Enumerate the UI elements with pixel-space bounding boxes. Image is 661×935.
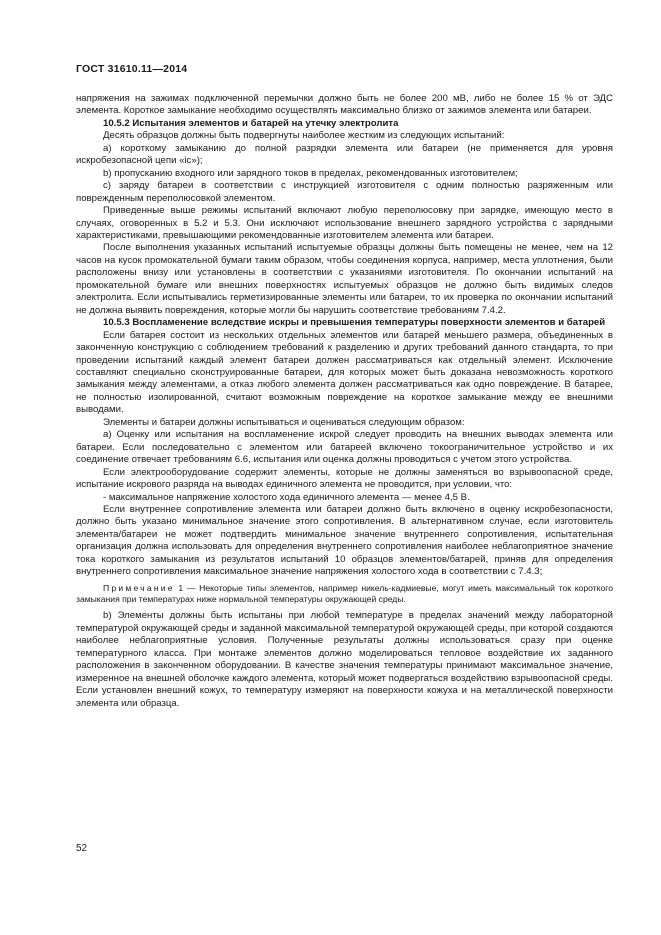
standard-header: ГОСТ 31610.11—2014 (76, 63, 188, 75)
paragraph: После выполнения указанных испытаний испытуемые образцы должны быть помещены не менее, чем на 12 часов на кусок промокательной бумаги таким образом, чтобы соединения корпуса, например, места уплотнения, были расположены внизу или установлены в соответствии с указаниями изготовителя. По окончании испытаний на промокательной бумаге или внешних поверхностях испытуемых образцов не должно быть видимых следов электролита. Если испытывались герметизированные элементы или батареи, то их проверка по окончании испытаний не должна выявить повреждения, которые могли бы нарушить соответствие требованиям 7.4.2. (76, 242, 613, 316)
page-number: 52 (76, 843, 88, 854)
paragraph: Элементы и батареи должны испытываться и оцениваться следующим образом: (103, 416, 465, 428)
note-text: 1 — Некоторые типы элементов, например никель-кадмиевые, могут иметь максимальный ток короткого замыкания при температурах ниже нормальной температуры окружающей среды. (76, 582, 613, 605)
list-item: - максимальное напряжение холостого хода единичного элемента — менее 4,5 В. (103, 491, 470, 503)
paragraph: напряжения на зажимах подключенной перемычки должно быть не более 200 мВ, либо не более 15 % от ЭДС элемента. Короткое замыкание необходимо осуществлять максимально близко от зажимов элемента или батареи. (76, 93, 613, 117)
list-item: а) Оценку или испытания на воспламенение искрой следует проводить на внешних выводах элемента или батареи. Если последовательно с элементом или батареей включено токоограничительное устройство и их соединение отвечает требованиям 6.6, испытания или оценка должны проводиться с учетом этого устройства. (76, 429, 613, 466)
paragraph: Приведенные выше режимы испытаний включают любую переполюсовку при зарядке, имеющую место в случаях, оговоренных в 5.2 и 5.3. Они исключают использование внешнего зарядного устройства с зарядными характеристиками, превышающими рекомендованные изготовителем элемента или батареи. (76, 205, 613, 241)
list-item: c) заряду батареи в соответствии с инструкцией изготовителя с одним полностью разряженным или поврежденным переполюсовкой элементом. (76, 180, 613, 204)
paragraph: Если батарея состоит из нескольких отдельных элементов или батарей меньшего размера, объединенных в законченную конструкцию с соблюдением требований к разделению и других требований данного стандарта, то при проведении испытаний каждый элемент батареи должен рассматриваться как отдельный элемент. Исключение составляют специально сконструированные батареи, для которых может быть доказана невозможность короткого замыкания между элементами, а отказ любого элемента должен рассматриваться как одно повреждение. В батарее, не полностью изолированной, считают возможным повреждение на короткое замыкание между ее внешними выводами. (76, 329, 613, 416)
section-heading: 10.5.2 Испытания элементов и батарей на утечку электролита (103, 117, 399, 129)
note-label: Примечание (103, 582, 175, 593)
paragraph: Если внутреннее сопротивление элемента или батареи должно быть включено в оценку искробезопасности, должно быть указано минимальное значение этого сопротивления. В альтернативном случае, если изготовитель элемента/батареи не может подтвердить минимальное значение внутреннего сопротивления, испытательная организация должна использовать для определения внутреннего сопротивления наиболее неблагоприятное значение тока короткого замыкания из результатов испытаний 10 образцов элементов/батарей, приняв для определения внутреннего сопротивления максимальное значение напряжения холостого хода в соответствии с 7.4.3; (76, 503, 613, 578)
paragraph: Десять образцов должны быть подвергнуты наиболее жестким из следующих испытаний: (103, 130, 505, 142)
body-text (76, 93, 613, 710)
list-item: а) короткому замыканию до полной разрядки элемента или батареи (не применяется для уровня искробезопасной цепи «ic»); (76, 142, 613, 167)
list-item: b) пропусканию входного или зарядного токов в пределах, рекомендованных изготовителем; (103, 167, 518, 179)
section-heading: 10.5.3 Воспламенение вследствие искры и превышения температуры поверхности элементов и батарей (103, 317, 606, 329)
paragraph: Если электрооборудование содержит элементы, которые не должны заменяться во взрывоопасной среде, испытание искрового разряда на выводах единичного элемента не проводится, при условии, что: (76, 466, 613, 491)
note (76, 583, 613, 606)
paragraph: b) Элементы должны быть испытаны при любой температуре в пределах значений между лабораторной температурой окружающей среды и заданной максимальной температурой окружающей среды, при которой создаются наиболее неблагоприятные условия. Полученные результаты должны использоваться сразу при оценке температурного класса. При монтаже элементов должно моделироваться тепловое воздействие их заданного расположения в законченном оборудовании. В качестве значения температуры принимают максимальное значение, измеренное на внешней оболочке каждого элемента, который может подвергаться воздействию взрывоопасной среды. Если установлен внешний кожух, то температуру измеряют на поверхности кожуха и на металлической поверхности элемента или образца. (76, 610, 613, 709)
